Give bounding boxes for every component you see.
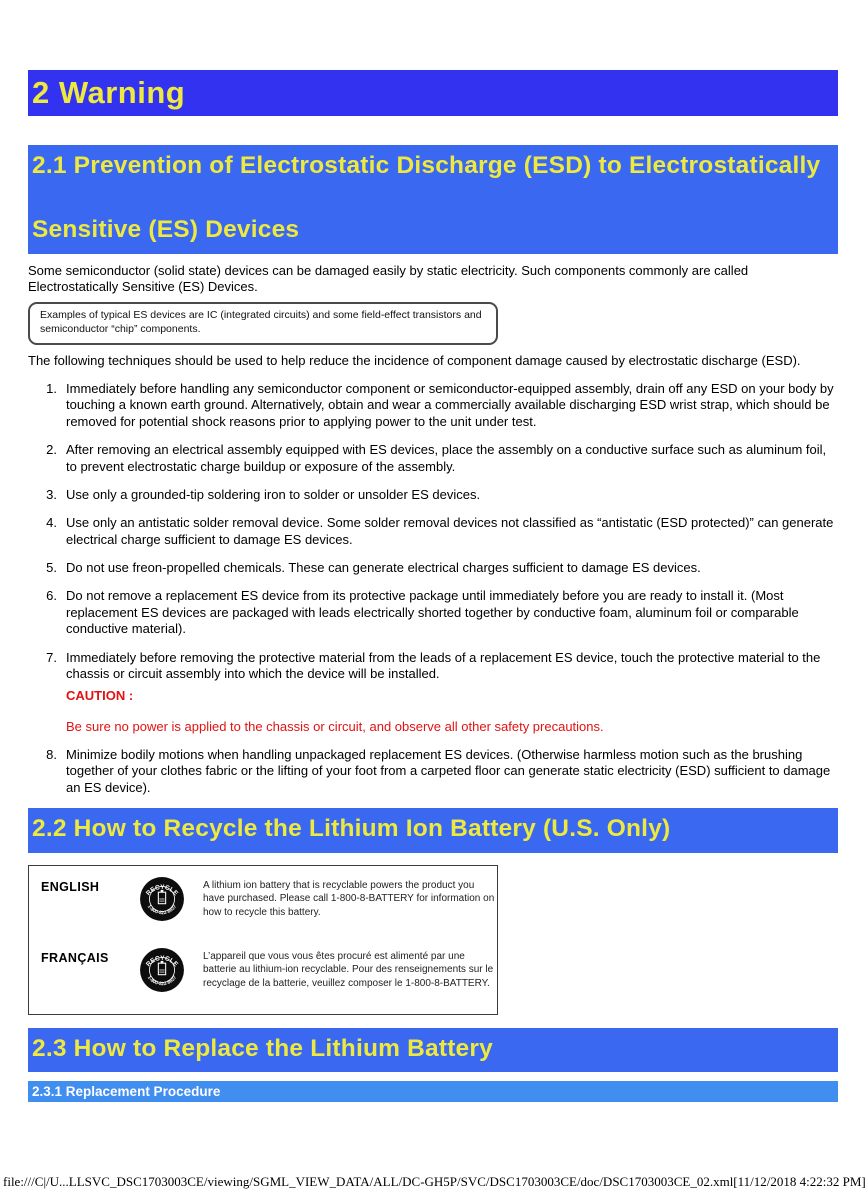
list-item: [28, 487, 838, 503]
list-item-text: Immediately before removing the protective material from the leads of a replacement ES device, touch the protective material to the chassis or circuit assembly into which the device will be installed.: [66, 649, 821, 681]
esd-intro-paragraph: Some semiconductor (solid state) devices can be damaged easily by static electricity. Such components commonly are called Electrostatically Sensitive (ES) Devices.: [28, 262, 749, 295]
section-2-2-heading: 2.2 How to Recycle the Lithium Ion Battery (U.S. Only): [32, 815, 671, 843]
list-item: [28, 515, 838, 548]
list-item-number: 6.: [46, 588, 57, 604]
recycle-battery-icon: [139, 947, 203, 998]
list-item-number: 3.: [46, 486, 57, 502]
esd-techniques-list: [28, 381, 838, 796]
list-item-text: Do not remove a replacement ES device from its protective package until immediately before you are ready to install it. (Most replacement ES devices are packaged with leads electrically shorted together by conductive foam, aluminum foil or comparable conductive material).: [66, 588, 799, 637]
recycle-text-french: L’appareil que vous vous êtes procuré est alimenté par une batterie au lithium-ion recyclable. Pour des renseignements sur le recyclage de la batterie, veuillez composer le 1-800-8-BATTERY.: [203, 950, 494, 990]
list-item: [28, 588, 838, 637]
list-item: [28, 650, 838, 736]
es-devices-example-box: [28, 302, 498, 344]
chapter-heading: 2 Warning: [32, 75, 186, 110]
recycle-text-english: A lithium ion battery that is recyclable powers the product you have purchased. Please call 1-800-8-BATTERY for information on how to recycle this battery.: [203, 879, 495, 919]
file-path-footer: file:///C|/U...LLSVC_DSC1703003CE/viewing/SGML_VIEW_DATA/ALL/DC-GH5P/SVC/DSC1703003CE/doc/DSC1703003CE_02.xml[11/12/2018 4:22:32 PM]: [3, 1174, 866, 1189]
caution-text: Be sure no power is applied to the chassis or circuit, and observe all other safety precautions.: [66, 718, 604, 734]
list-item-text: After removing an electrical assembly equipped with ES devices, place the assembly on a conductive surface such as aluminum foil, to prevent electrostatic charge buildup or exposure of the assembly.: [66, 442, 827, 474]
language-label-english: ENGLISH: [41, 879, 100, 894]
section-2-3-heading: 2.3 How to Replace the Lithium Battery: [32, 1034, 493, 1062]
section-2-1-heading-part2: Sensitive (ES) Devices: [32, 216, 300, 244]
heading-spacer: [32, 182, 832, 214]
recycle-row-english: [29, 876, 497, 927]
list-item-text: Minimize bodily motions when handling unpackaged replacement ES devices. (Otherwise harmless motion such as the brushing together of your clothes fabric or the lifting of your foot from a carpeted floor can generate static electricity (ESD) sufficient to damage an ES device).: [66, 747, 831, 795]
list-item-number: 5.: [46, 560, 57, 576]
list-item: [28, 442, 838, 475]
list-item-number: 8.: [46, 747, 57, 763]
list-item: [28, 747, 838, 796]
document-page: [0, 70, 866, 1192]
list-item-number: 1.: [46, 381, 57, 397]
section-2-3-heading-bar: [28, 1028, 838, 1072]
caution-block: [66, 688, 838, 735]
list-item-text: Use only an antistatic solder removal device. Some solder removal devices not classified as “antistatic (ESD protected)” can generate electrical charge sufficient to damage ES devices.: [66, 515, 834, 547]
list-item-text: Do not use freon-propelled chemicals. These can generate electrical charges sufficient to damage ES devices.: [66, 560, 701, 576]
section-2-3-1-heading-bar: [28, 1081, 838, 1102]
caution-label: CAUTION :: [66, 688, 134, 704]
section-2-2-heading-bar: [28, 808, 838, 852]
list-item: [28, 560, 838, 576]
list-item: [28, 381, 838, 430]
example-box-line2: semiconductor “chip” components.: [40, 323, 201, 336]
list-item-text: Use only a grounded-tip soldering iron to solder or unsolder ES devices.: [66, 486, 481, 502]
list-item-text: Immediately before handling any semiconductor component or semiconductor-equipped assembly, drain off any ESD on your body by touching a known earth ground. Alternatively, obtain and wear a commercially available discharging ESD wrist strap, which should be removed for potential shock reasons prior to applying power to the unit under test.: [66, 381, 834, 429]
battery-recycle-box: [28, 865, 498, 1015]
recycle-row-french: [29, 947, 497, 998]
chapter-heading-bar: [28, 70, 838, 116]
list-item-number: 4.: [46, 515, 57, 531]
section-2-3-1-heading: 2.3.1 Replacement Procedure: [32, 1083, 221, 1099]
list-item-number: 7.: [46, 649, 57, 665]
section-2-1-heading-part1: 2.1 Prevention of Electrostatic Discharge (ESD) to Electrostatically: [32, 152, 821, 179]
techniques-intro-paragraph: The following techniques should be used to help reduce the incidence of component damage caused by electrostatic discharge (ESD).: [28, 352, 801, 368]
list-item-number: 2.: [46, 442, 57, 458]
section-2-1-heading-bar: [28, 145, 838, 254]
language-label-french: FRANÇAIS: [41, 950, 109, 965]
recycle-battery-icon: [139, 876, 203, 927]
example-box-line1: Examples of typical ES devices are IC (integrated circuits) and some field-effect transistors and: [40, 309, 482, 322]
